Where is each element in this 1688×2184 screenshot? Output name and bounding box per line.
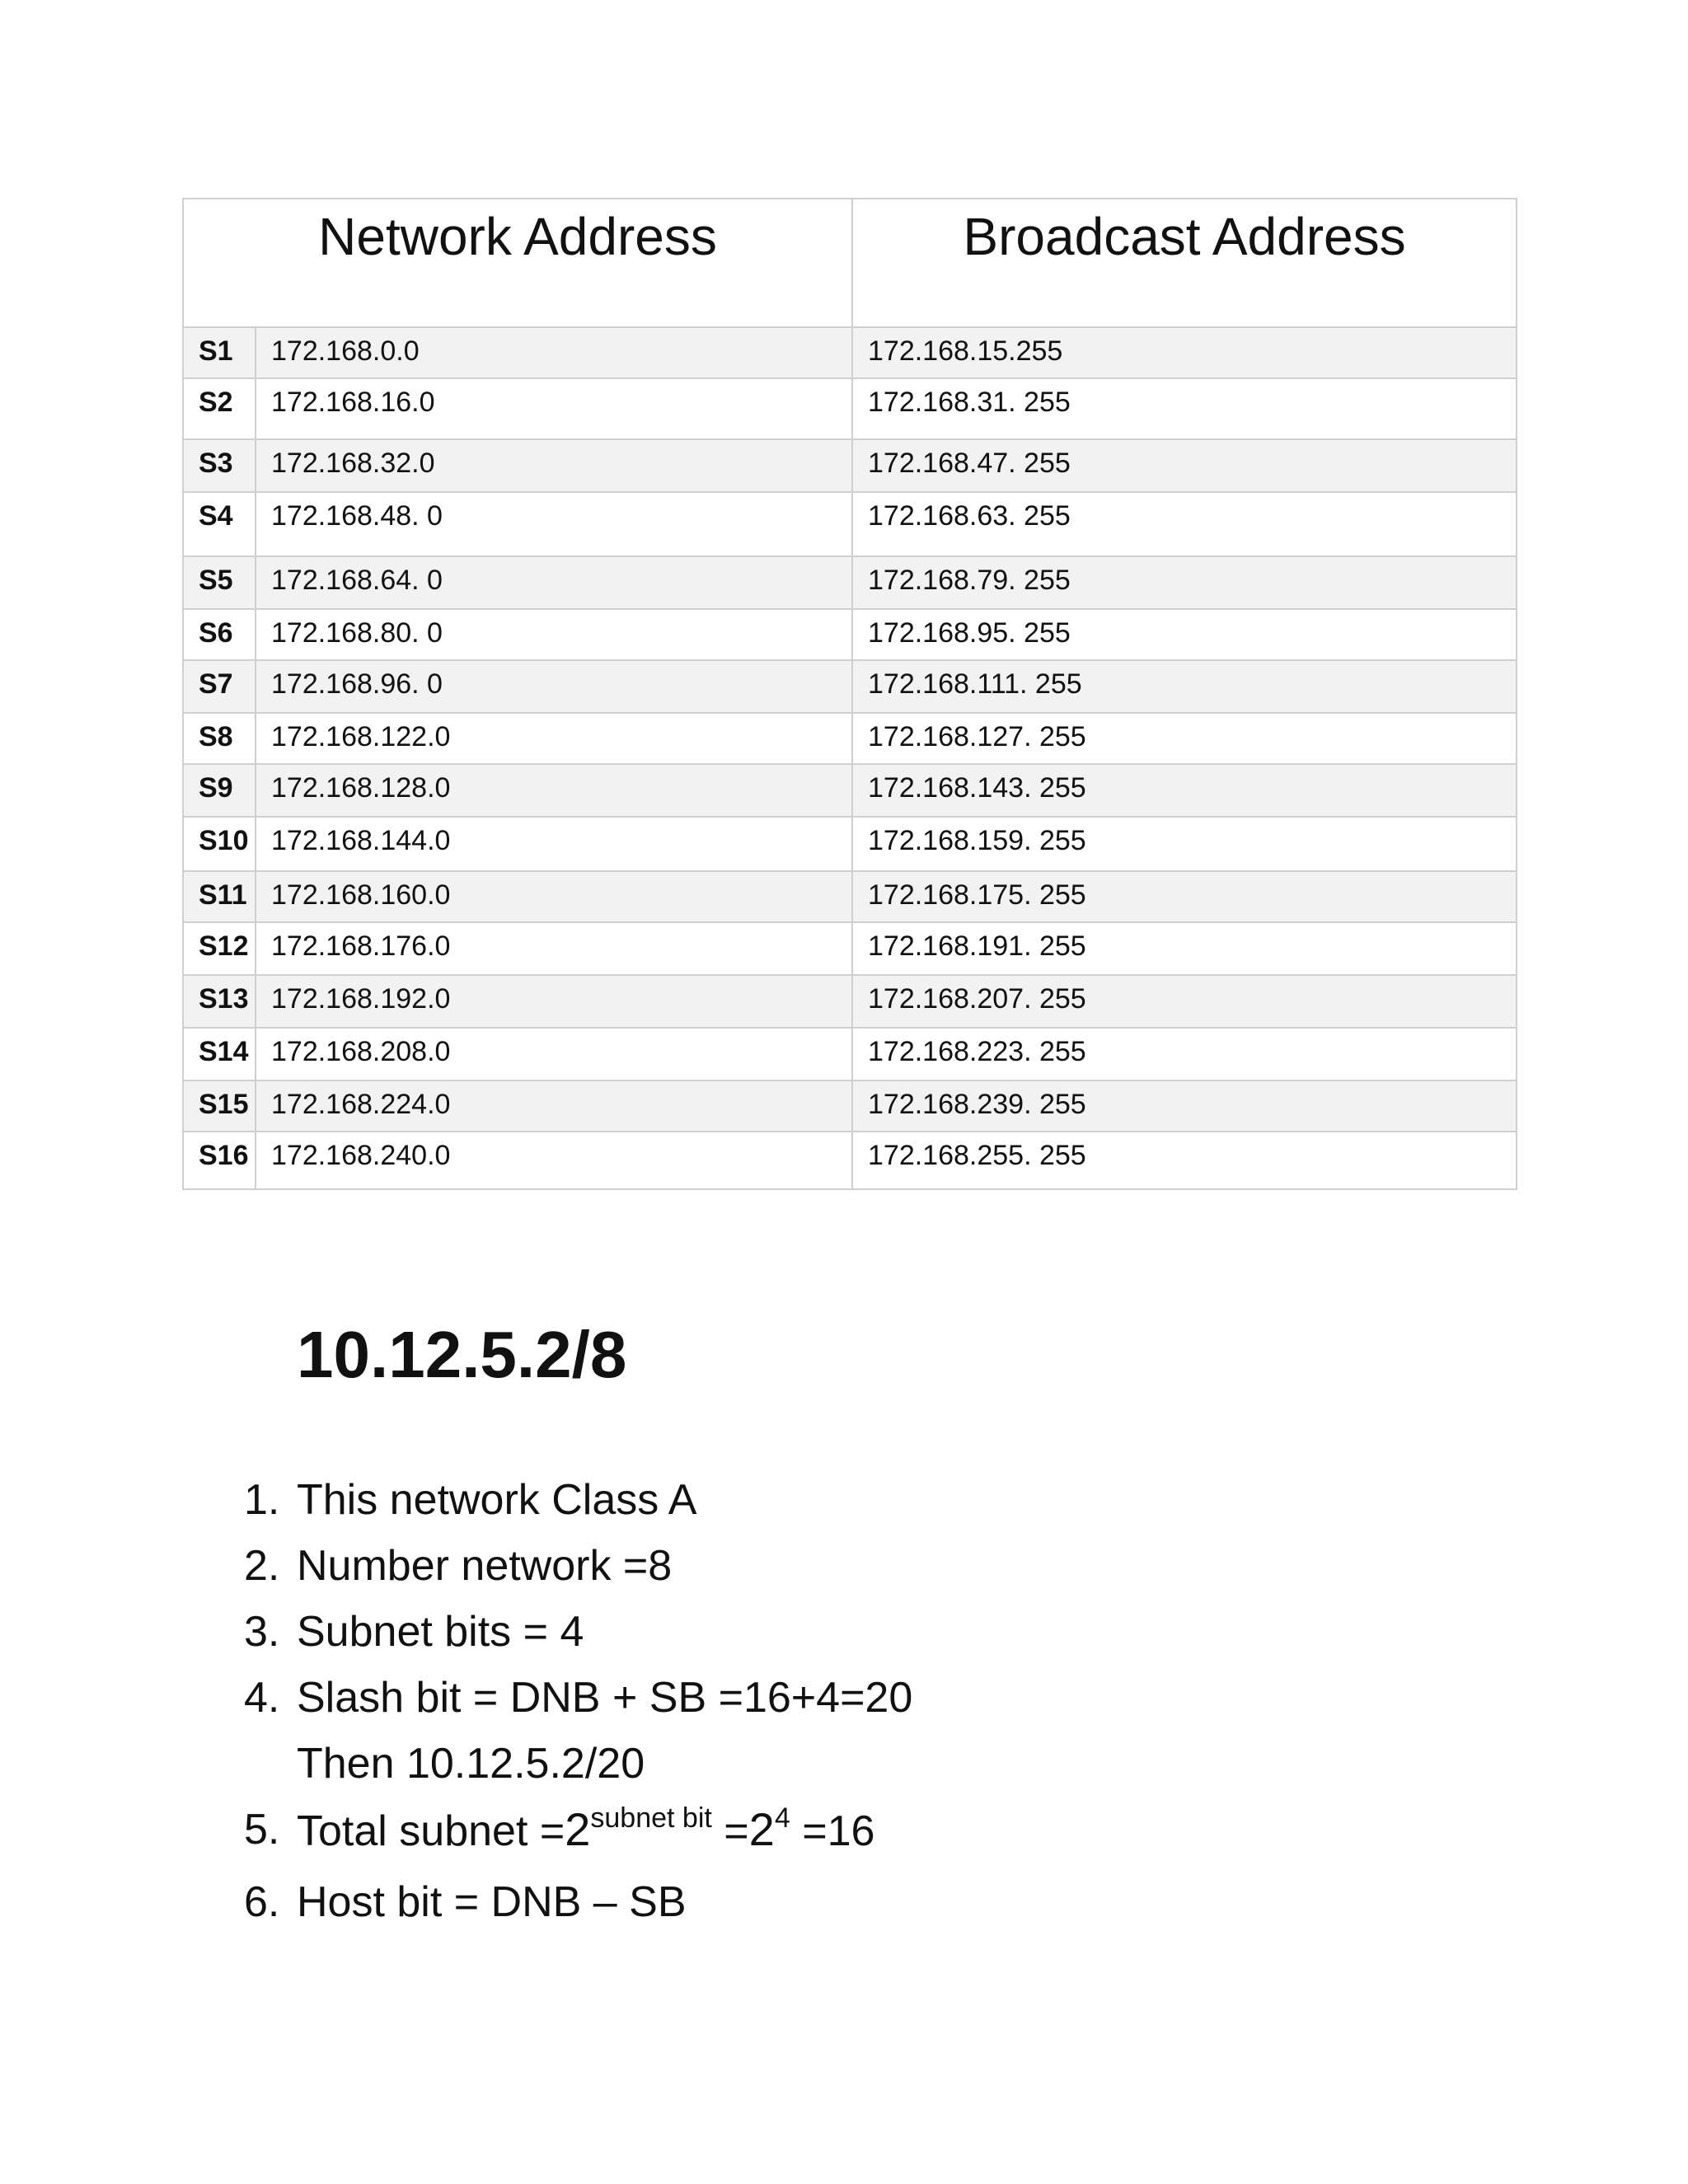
list-text: Slash bit = DNB + SB =16+4=20 <box>297 1674 913 1722</box>
list-number: 6. <box>244 1878 280 1926</box>
table-row <box>183 871 1517 922</box>
broadcast-address-cell: 172.168.175. 255 <box>852 871 1517 922</box>
subnet-label: S16 <box>183 1132 256 1189</box>
list-number: 5. <box>244 1806 280 1854</box>
subnet-label: S5 <box>183 556 256 609</box>
ip-heading: 10.12.5.2/8 <box>297 1318 627 1391</box>
network-address-cell: 172.168.176.0 <box>256 922 852 975</box>
network-address-cell: 172.168.48. 0 <box>256 492 852 556</box>
list-item <box>244 1467 1480 1533</box>
network-address-cell: 172.168.160.0 <box>256 871 852 922</box>
subnet-label: S15 <box>183 1080 256 1132</box>
broadcast-address-cell: 172.168.95. 255 <box>852 609 1517 660</box>
list-text: This network Class A <box>297 1476 697 1524</box>
table-row <box>183 1132 1517 1189</box>
formula-superscript-2: 4 <box>774 1802 790 1834</box>
broadcast-address-cell: 172.168.143. 255 <box>852 764 1517 817</box>
subnet-label: S2 <box>183 378 256 439</box>
broadcast-address-cell: 172.168.159. 255 <box>852 817 1517 871</box>
subnet-label: S12 <box>183 922 256 975</box>
table-row <box>183 817 1517 871</box>
table-row <box>183 1028 1517 1080</box>
subnet-label: S6 <box>183 609 256 660</box>
network-address-header: Network Address <box>183 199 852 327</box>
subnet-label: S3 <box>183 439 256 492</box>
table-row <box>183 660 1517 713</box>
network-address-cell: 172.168.208.0 <box>256 1028 852 1080</box>
formula-base-2: 2 <box>748 1803 775 1855</box>
table-row <box>183 1080 1517 1132</box>
table-row <box>183 609 1517 660</box>
list-number: 1. <box>244 1476 280 1524</box>
broadcast-address-header: Broadcast Address <box>852 199 1517 327</box>
formula-prefix: Total subnet = <box>297 1807 565 1855</box>
broadcast-address-cell: 172.168.15.255 <box>852 327 1517 378</box>
subnet-label: S7 <box>183 660 256 713</box>
table-header-row <box>183 199 1517 327</box>
table-row <box>183 713 1517 764</box>
list-continuation: Then 10.12.5.2/20 <box>297 1740 645 1788</box>
broadcast-address-cell: 172.168.239. 255 <box>852 1080 1517 1132</box>
steps-list <box>244 1467 1480 1935</box>
broadcast-address-cell: 172.168.255. 255 <box>852 1132 1517 1189</box>
list-item <box>244 1533 1480 1599</box>
network-address-cell: 172.168.122.0 <box>256 713 852 764</box>
network-address-cell: 172.168.224.0 <box>256 1080 852 1132</box>
broadcast-address-cell: 172.168.127. 255 <box>852 713 1517 764</box>
broadcast-address-cell: 172.168.79. 255 <box>852 556 1517 609</box>
table-row <box>183 439 1517 492</box>
formula-suffix: =16 <box>790 1807 875 1855</box>
subnet-label: S13 <box>183 975 256 1028</box>
subnet-label: S4 <box>183 492 256 556</box>
table-row <box>183 556 1517 609</box>
subnet-label: S11 <box>183 871 256 922</box>
list-item <box>244 1599 1480 1665</box>
subnet-label: S8 <box>183 713 256 764</box>
network-address-cell: 172.168.80. 0 <box>256 609 852 660</box>
subnet-label: S9 <box>183 764 256 817</box>
network-address-cell: 172.168.128.0 <box>256 764 852 817</box>
subnet-label: S14 <box>183 1028 256 1080</box>
list-number: 3. <box>244 1608 280 1656</box>
formula-base: 2 <box>565 1803 591 1855</box>
broadcast-address-cell: 172.168.63. 255 <box>852 492 1517 556</box>
broadcast-address-cell: 172.168.111. 255 <box>852 660 1517 713</box>
broadcast-address-cell: 172.168.31. 255 <box>852 378 1517 439</box>
broadcast-address-cell: 172.168.47. 255 <box>852 439 1517 492</box>
table-row <box>183 327 1517 378</box>
table-row <box>183 492 1517 556</box>
network-address-cell: 172.168.16.0 <box>256 378 852 439</box>
list-text: Host bit = DNB – SB <box>297 1878 687 1926</box>
table-row <box>183 378 1517 439</box>
formula-superscript: subnet bit <box>590 1802 712 1834</box>
list-text: Number network =8 <box>297 1542 673 1590</box>
list-item <box>244 1797 1480 1869</box>
subnet-label: S1 <box>183 327 256 378</box>
network-address-cell: 172.168.144.0 <box>256 817 852 871</box>
network-address-cell: 172.168.96. 0 <box>256 660 852 713</box>
list-number: 4. <box>244 1674 280 1722</box>
list-item <box>244 1869 1480 1935</box>
network-address-cell: 172.168.192.0 <box>256 975 852 1028</box>
network-address-cell: 172.168.64. 0 <box>256 556 852 609</box>
table-body <box>183 327 1517 1189</box>
broadcast-address-cell: 172.168.223. 255 <box>852 1028 1517 1080</box>
network-address-cell: 172.168.32.0 <box>256 439 852 492</box>
broadcast-address-cell: 172.168.191. 255 <box>852 922 1517 975</box>
list-item <box>244 1665 1480 1797</box>
network-address-cell: 172.168.240.0 <box>256 1132 852 1189</box>
formula-middle: = <box>711 1807 749 1855</box>
table-row <box>183 975 1517 1028</box>
list-number: 2. <box>244 1542 280 1590</box>
table-row <box>183 922 1517 975</box>
subnet-table <box>182 198 1517 1190</box>
table-row <box>183 764 1517 817</box>
list-text: Subnet bits = 4 <box>297 1608 584 1656</box>
network-address-cell: 172.168.0.0 <box>256 327 852 378</box>
subnet-label: S10 <box>183 817 256 871</box>
broadcast-address-cell: 172.168.207. 255 <box>852 975 1517 1028</box>
